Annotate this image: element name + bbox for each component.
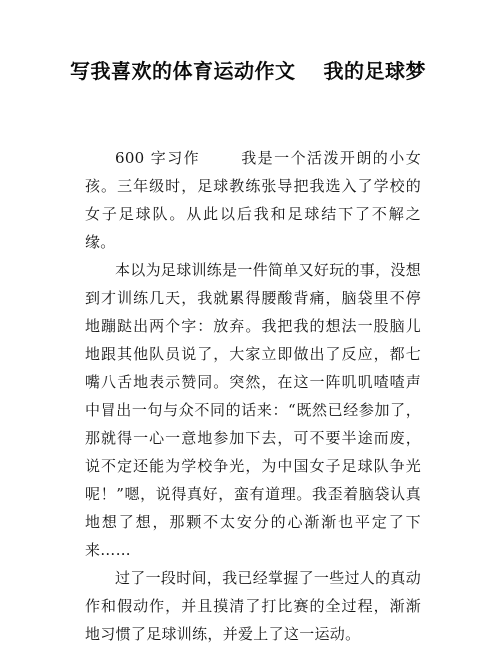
word-count: 600 字习作 [115,149,201,167]
paragraph-3: 过了一段时间，我已经掌握了一些过人的真动作和假动作，并且摸清了打比赛的全过程，渐渐地习惯了足球训练，并爱上了这一运动。 [85,569,422,643]
article-title [70,56,442,86]
article-body [85,144,421,648]
paragraph-1 [85,144,421,256]
paragraph-2: 本以为足球训练是一件简单又好玩的事，没想到才训练几天，我就累得腰酸背痛，脑袋里不停地蹦跶出两个字：放弃。我把我的想法一股脑儿地跟其他队员说了，大家立即做出了反应，都七嘴八舌地表示赞同。突然，在这一阵叽叽喳喳声中冒出一句与众不同的话来：“既然已经参加了，那就得一心一意地参加下去，可不要半途而废，说不定还能为学校争光，为中国女子足球队争光呢！”嗯，说得真好，蛮有道理。我歪着脑袋认真地想了想，那颗不太安分的心渐渐也平定了下来…… [85,261,422,559]
article-title-sub: 我的足球梦 [323,59,426,83]
paragraph-1-text: 我是一个活泼开朗的小女孩。三年级时，足球教练张导把我选入了学校的女子足球队。从此以后我和足球结下了不解之缘。 [85,149,421,251]
article-title-main: 写我喜欢的体育运动作文 [70,59,296,83]
